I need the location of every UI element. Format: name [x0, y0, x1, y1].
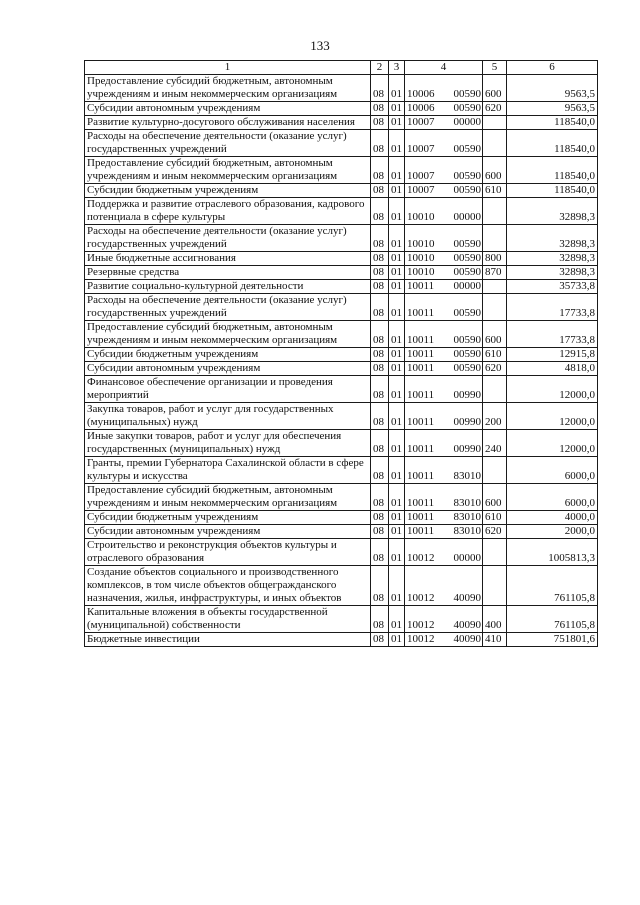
row-target-article: [405, 348, 483, 362]
row-target-article-part1: 10011: [407, 443, 435, 455]
row-subsection-code: 01: [389, 430, 405, 457]
row-subsection-code: 01: [389, 266, 405, 280]
table-row: [85, 633, 598, 647]
row-expense-type: 620: [483, 525, 507, 539]
row-expense-type: [483, 130, 507, 157]
table-row: [85, 294, 598, 321]
row-target-article-part2: 00590: [453, 102, 481, 114]
row-name: Финансовое обеспечение организации и проведения мероприятий: [85, 376, 371, 403]
row-target-article-part2: 00590: [453, 252, 481, 264]
row-target-article-part2: 83010: [453, 525, 481, 537]
row-subsection-code: 01: [389, 184, 405, 198]
row-section-code: 08: [371, 484, 389, 511]
row-section-code: 08: [371, 116, 389, 130]
row-section-code: 08: [371, 198, 389, 225]
row-name: Расходы на обеспечение деятельности (оказание услуг) государственных учреждений: [85, 225, 371, 252]
row-name: Развитие культурно-досугового обслуживания населения: [85, 116, 371, 130]
row-name: Субсидии бюджетным учреждениям: [85, 184, 371, 198]
table-row: [85, 457, 598, 484]
row-target-article: [405, 511, 483, 525]
row-target-article: [405, 266, 483, 280]
row-section-code: 08: [371, 525, 389, 539]
row-target-article-part1: 10006: [407, 88, 435, 100]
row-amount: 4000,0: [507, 511, 598, 525]
row-target-article-part1: 10012: [407, 633, 435, 645]
row-amount: 32898,3: [507, 198, 598, 225]
row-subsection-code: 01: [389, 376, 405, 403]
row-target-article: [405, 102, 483, 116]
row-name: Гранты, премии Губернатора Сахалинской области в сфере культуры и искусства: [85, 457, 371, 484]
row-subsection-code: 01: [389, 362, 405, 376]
row-subsection-code: 01: [389, 566, 405, 606]
budget-table: [84, 60, 598, 647]
row-name: Субсидии бюджетным учреждениям: [85, 348, 371, 362]
table-row: [85, 348, 598, 362]
row-section-code: 08: [371, 102, 389, 116]
row-target-article-part1: 10007: [407, 116, 435, 128]
row-target-article-part1: 10011: [407, 307, 435, 319]
row-section-code: 08: [371, 430, 389, 457]
row-name: Резервные средства: [85, 266, 371, 280]
row-target-article-part2: 00000: [453, 280, 481, 292]
row-target-article-part2: 00990: [453, 416, 481, 428]
row-name: Развитие социально-культурной деятельности: [85, 280, 371, 294]
table-row: [85, 376, 598, 403]
row-name: Иные закупки товаров, работ и услуг для обеспечения государственных (муниципальных) нужд: [85, 430, 371, 457]
row-name: Иные бюджетные ассигнования: [85, 252, 371, 266]
header-cell: 1: [85, 61, 371, 75]
row-name: Закупка товаров, работ и услуг для государственных (муниципальных) нужд: [85, 403, 371, 430]
row-name: Поддержка и развитие отраслевого образования, кадрового потенциала в сфере культуры: [85, 198, 371, 225]
row-subsection-code: 01: [389, 75, 405, 102]
row-target-article-part1: 10011: [407, 416, 435, 428]
row-section-code: 08: [371, 266, 389, 280]
row-expense-type: 600: [483, 157, 507, 184]
row-target-article-part2: 83010: [453, 470, 481, 482]
table-row: [85, 130, 598, 157]
table-row: [85, 75, 598, 102]
table-row: [85, 403, 598, 430]
row-target-article: [405, 130, 483, 157]
row-section-code: 08: [371, 633, 389, 647]
row-amount: 751801,6: [507, 633, 598, 647]
page-number: 133: [310, 38, 330, 53]
row-expense-type: 610: [483, 511, 507, 525]
row-target-article-part1: 10011: [407, 280, 435, 292]
row-amount: 118540,0: [507, 116, 598, 130]
row-amount: 12000,0: [507, 403, 598, 430]
row-expense-type: 600: [483, 321, 507, 348]
row-section-code: 08: [371, 75, 389, 102]
row-expense-type: [483, 280, 507, 294]
row-amount: 12000,0: [507, 430, 598, 457]
row-subsection-code: 01: [389, 157, 405, 184]
table-row: [85, 280, 598, 294]
table-row: [85, 430, 598, 457]
row-section-code: 08: [371, 130, 389, 157]
row-target-article: [405, 403, 483, 430]
header-cell: 6: [507, 61, 598, 75]
row-amount: 9563,5: [507, 75, 598, 102]
row-amount: 118540,0: [507, 157, 598, 184]
row-expense-type: 200: [483, 403, 507, 430]
row-target-article-part1: 10011: [407, 525, 435, 537]
row-target-article-part2: 83010: [453, 497, 481, 509]
row-amount: 9563,5: [507, 102, 598, 116]
row-target-article-part2: 00590: [453, 348, 481, 360]
header-cell: 2: [371, 61, 389, 75]
row-section-code: 08: [371, 403, 389, 430]
row-section-code: 08: [371, 457, 389, 484]
row-subsection-code: 01: [389, 116, 405, 130]
row-target-article-part2: 00000: [453, 552, 481, 564]
row-subsection-code: 01: [389, 403, 405, 430]
row-target-article: [405, 484, 483, 511]
row-target-article: [405, 225, 483, 252]
row-target-article: [405, 606, 483, 633]
row-target-article-part2: 00590: [453, 334, 481, 346]
row-amount: 1005813,3: [507, 539, 598, 566]
table-row: [85, 157, 598, 184]
table-row: [85, 184, 598, 198]
row-target-article-part1: 10010: [407, 266, 435, 278]
table-row: [85, 116, 598, 130]
row-target-article-part2: 40090: [453, 619, 481, 631]
row-name: Капитальные вложения в объекты государственной (муниципальной) собственности: [85, 606, 371, 633]
row-subsection-code: 01: [389, 633, 405, 647]
row-name: Расходы на обеспечение деятельности (оказание услуг) государственных учреждений: [85, 130, 371, 157]
row-target-article: [405, 321, 483, 348]
row-target-article-part1: 10011: [407, 348, 435, 360]
table-row: [85, 511, 598, 525]
header-cell: 5: [483, 61, 507, 75]
row-expense-type: [483, 457, 507, 484]
row-target-article-part2: 40090: [453, 633, 481, 645]
row-target-article-part1: 10007: [407, 143, 435, 155]
row-amount: 32898,3: [507, 252, 598, 266]
row-target-article-part2: 00000: [453, 211, 481, 223]
row-target-article-part2: 00590: [453, 362, 481, 374]
row-subsection-code: 01: [389, 457, 405, 484]
row-subsection-code: 01: [389, 252, 405, 266]
row-expense-type: 620: [483, 102, 507, 116]
row-expense-type: 620: [483, 362, 507, 376]
row-target-article-part1: 10012: [407, 592, 435, 604]
row-amount: 6000,0: [507, 457, 598, 484]
row-section-code: 08: [371, 157, 389, 184]
row-expense-type: [483, 225, 507, 252]
row-name: Предоставление субсидий бюджетным, автономным учреждениям и иным некоммерческим организациям: [85, 484, 371, 511]
row-expense-type: [483, 294, 507, 321]
row-name: Субсидии автономным учреждениям: [85, 525, 371, 539]
row-target-article-part2: 00590: [453, 238, 481, 250]
row-target-article: [405, 430, 483, 457]
row-target-article-part2: 83010: [453, 511, 481, 523]
row-target-article-part1: 10007: [407, 170, 435, 182]
row-target-article: [405, 362, 483, 376]
row-target-article-part2: 00590: [453, 266, 481, 278]
row-subsection-code: 01: [389, 539, 405, 566]
row-amount: 4818,0: [507, 362, 598, 376]
row-subsection-code: 01: [389, 606, 405, 633]
row-target-article: [405, 280, 483, 294]
table-row: [85, 321, 598, 348]
row-subsection-code: 01: [389, 102, 405, 116]
row-section-code: 08: [371, 252, 389, 266]
row-name: Субсидии автономным учреждениям: [85, 362, 371, 376]
row-target-article-part1: 10011: [407, 470, 435, 482]
row-expense-type: 800: [483, 252, 507, 266]
table-row: [85, 225, 598, 252]
row-expense-type: 870: [483, 266, 507, 280]
row-section-code: 08: [371, 606, 389, 633]
row-name: Предоставление субсидий бюджетным, автономным учреждениям и иным некоммерческим организациям: [85, 321, 371, 348]
row-target-article-part2: 00000: [453, 116, 481, 128]
row-subsection-code: 01: [389, 130, 405, 157]
row-target-article-part1: 10011: [407, 511, 435, 523]
table-row: [85, 484, 598, 511]
row-target-article: [405, 198, 483, 225]
row-subsection-code: 01: [389, 280, 405, 294]
row-target-article: [405, 157, 483, 184]
row-amount: 32898,3: [507, 266, 598, 280]
header-cell: 4: [405, 61, 483, 75]
row-target-article: [405, 252, 483, 266]
row-target-article-part1: 10011: [407, 334, 435, 346]
row-expense-type: 610: [483, 184, 507, 198]
row-section-code: 08: [371, 539, 389, 566]
row-name: Субсидии автономным учреждениям: [85, 102, 371, 116]
row-expense-type: 610: [483, 348, 507, 362]
row-name: Предоставление субсидий бюджетным, автономным учреждениям и иным некоммерческим организациям: [85, 75, 371, 102]
row-name: Создание объектов социального и производственного комплексов, в том числе объектов общегражданского назначения, жилья, инфраструктуры, и иных объектов: [85, 566, 371, 606]
table-row: [85, 539, 598, 566]
row-section-code: 08: [371, 184, 389, 198]
row-target-article-part1: 10012: [407, 619, 435, 631]
row-section-code: 08: [371, 376, 389, 403]
row-subsection-code: 01: [389, 294, 405, 321]
row-section-code: 08: [371, 321, 389, 348]
row-expense-type: [483, 116, 507, 130]
row-expense-type: [483, 566, 507, 606]
table-row: [85, 198, 598, 225]
row-amount: 2000,0: [507, 525, 598, 539]
row-subsection-code: 01: [389, 525, 405, 539]
table-row: [85, 252, 598, 266]
row-section-code: 08: [371, 280, 389, 294]
row-amount: 17733,8: [507, 321, 598, 348]
row-target-article: [405, 294, 483, 321]
row-section-code: 08: [371, 566, 389, 606]
row-target-article-part1: 10011: [407, 362, 435, 374]
row-expense-type: [483, 539, 507, 566]
row-target-article-part1: 10010: [407, 252, 435, 264]
row-section-code: 08: [371, 511, 389, 525]
table-row: [85, 102, 598, 116]
row-section-code: 08: [371, 294, 389, 321]
row-target-article: [405, 75, 483, 102]
row-amount: 6000,0: [507, 484, 598, 511]
row-expense-type: 600: [483, 75, 507, 102]
row-target-article-part1: 10010: [407, 211, 435, 223]
row-name: Расходы на обеспечение деятельности (оказание услуг) государственных учреждений: [85, 294, 371, 321]
table-row: [85, 362, 598, 376]
table-row: [85, 606, 598, 633]
row-amount: 118540,0: [507, 184, 598, 198]
row-subsection-code: 01: [389, 321, 405, 348]
row-target-article: [405, 566, 483, 606]
row-expense-type: 410: [483, 633, 507, 647]
row-target-article: [405, 525, 483, 539]
row-expense-type: [483, 376, 507, 403]
row-subsection-code: 01: [389, 198, 405, 225]
row-section-code: 08: [371, 225, 389, 252]
row-target-article-part1: 10010: [407, 238, 435, 250]
row-target-article: [405, 116, 483, 130]
row-target-article-part2: 00590: [453, 307, 481, 319]
row-target-article-part1: 10006: [407, 102, 435, 114]
table-row: [85, 525, 598, 539]
row-amount: 12000,0: [507, 376, 598, 403]
row-amount: 118540,0: [507, 130, 598, 157]
row-target-article: [405, 539, 483, 566]
row-target-article-part2: 00990: [453, 443, 481, 455]
row-subsection-code: 01: [389, 511, 405, 525]
row-amount: 35733,8: [507, 280, 598, 294]
row-target-article-part2: 00990: [453, 389, 481, 401]
row-subsection-code: 01: [389, 225, 405, 252]
row-expense-type: 240: [483, 430, 507, 457]
row-name: Строительство и реконструкция объектов культуры и отраслевого образования: [85, 539, 371, 566]
row-target-article-part2: 00590: [453, 88, 481, 100]
row-target-article: [405, 376, 483, 403]
row-section-code: 08: [371, 362, 389, 376]
row-amount: 761105,8: [507, 606, 598, 633]
table-row: [85, 566, 598, 606]
row-amount: 32898,3: [507, 225, 598, 252]
row-target-article-part1: 10011: [407, 389, 435, 401]
row-target-article: [405, 184, 483, 198]
row-name: Субсидии бюджетным учреждениям: [85, 511, 371, 525]
row-amount: 761105,8: [507, 566, 598, 606]
row-target-article: [405, 457, 483, 484]
row-expense-type: 400: [483, 606, 507, 633]
row-section-code: 08: [371, 348, 389, 362]
row-subsection-code: 01: [389, 484, 405, 511]
row-expense-type: 600: [483, 484, 507, 511]
row-name: Бюджетные инвестиции: [85, 633, 371, 647]
row-amount: 17733,8: [507, 294, 598, 321]
table-row: [85, 266, 598, 280]
table-header-row: [85, 61, 598, 75]
row-amount: 12915,8: [507, 348, 598, 362]
row-target-article-part2: 40090: [453, 592, 481, 604]
row-subsection-code: 01: [389, 348, 405, 362]
header-cell: 3: [389, 61, 405, 75]
row-name: Предоставление субсидий бюджетным, автономным учреждениям и иным некоммерческим организациям: [85, 157, 371, 184]
row-target-article-part1: 10011: [407, 497, 435, 509]
row-expense-type: [483, 198, 507, 225]
row-target-article-part2: 00590: [453, 143, 481, 155]
row-target-article-part2: 00590: [453, 170, 481, 182]
row-target-article-part1: 10007: [407, 184, 435, 196]
row-target-article: [405, 633, 483, 647]
row-target-article-part2: 00590: [453, 184, 481, 196]
row-target-article-part1: 10012: [407, 552, 435, 564]
